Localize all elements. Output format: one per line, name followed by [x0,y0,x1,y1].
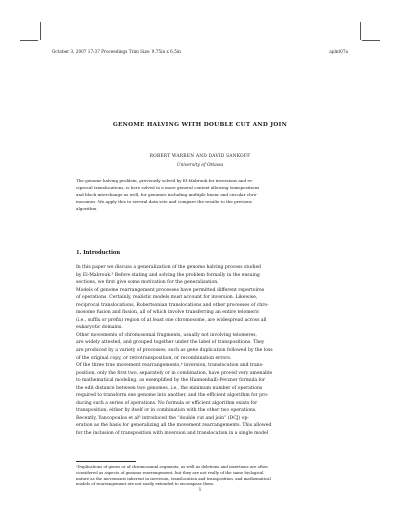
abstract-line: algorithm. [76,205,98,211]
body-line: position, only the first two, separately or in combination, have proved very amenable [76,370,273,376]
body-line: the edit distance between two genomes, i.e., the minimum number of operations [76,385,263,391]
crop-mark [362,40,380,41]
page-number: 1 [198,488,202,493]
body-line: sections, we first give some motivation for the generalization. [76,280,219,286]
crop-mark [360,22,361,40]
abstract [76,178,324,213]
footnote-line: models of rearrangement are not easily extended to encompass them. [76,481,215,487]
body-line: are produced by a variety of processes, such as gene duplication followed by the loss [76,348,273,354]
body-line: ducing such a series of operations. No formula or efficient algorithm exists for [76,400,258,406]
body-line: Recently, Yancopoulos et al⁶ introduced the “double cut and join” (DCJ) op- [76,415,249,421]
body-line: mosome fusion and fission, all of which involve transferring an entire telomeric [76,310,260,316]
section-heading: 1. Introduction [76,250,121,256]
header-left: October 3, 2007 17:37 Proceedings Trim Size: 9.75in x 6.5in [52,49,181,54]
body-line: of operations. Certainly, realistic models must account for inversion. Likewise, [76,295,258,301]
abstract-line: and block interchange as well, for genomes including multiple linear and circular chro- [76,191,258,197]
body-line: are widely attested, and grouped together under the label of transpositions. They [76,340,265,346]
running-header [52,48,348,56]
body-line: reciprocal translocations, Robertsonian translocations and other processes of chro- [76,302,269,308]
paper-authors: ROBERT WARREN AND DAVID SANKOFF [149,154,251,159]
body-line: to mathematical modeling, as exemplified by the Hannenhalli-Pevzner formula for [76,378,266,384]
header-right: aplnt07a [329,49,348,54]
footnote-line: ᵃDuplications of genes or of chromosomal segments, as well as deletions and insertions are often [76,464,268,469]
body-line: Of the three true movement rearrangements,ᵃ inversion, translocation and trans- [76,363,264,369]
body-line: transposition, either by itself or in combination with the other two operations. [76,408,257,414]
body-line: required to transform one genome into another, and the efficient algorithm for pro- [76,393,269,399]
abstract-line: ciprocal translocations, is here solved in a more general context allowing transpositions [76,184,260,190]
body-line: Other movements of chromosomal fragments, usually not involving telomeres, [76,332,257,338]
body-text [76,264,326,438]
abstract-line: mosomes. We apply this to several data sets and compare the results to the previous [76,198,252,204]
body-line: for the inclusion of transposition with inversion and translocation in a single model [76,431,269,437]
body-line: Models of genome rearrangement processes have permitted different repertoires [76,287,265,293]
footnote-line: nature as the movements inherent in inversion, translocation and transposition, and mathematical [76,475,271,481]
body-line: of the original copy, or retrotransposition, or recombination errors. [76,355,232,361]
body-line: eukaryotic domains. [76,325,123,331]
footnote-rule [76,461,136,462]
body-line: eration as the basis for generalizing all the movement rearrangements. This allowed [76,423,272,429]
crop-mark [20,40,38,41]
footnote-line: considered as aspects of genome rearrangement, but they are not really of the same biological [76,469,264,475]
body-line: (i.e., suffix or prefix) region of at least one chromosome, are widespread across all [76,317,267,323]
abstract-line: The genome halving problem, previously solved by El-Mabrouk for inversions and re- [76,178,254,183]
crop-mark [40,22,41,40]
paper-title: GENOME HALVING WITH DOUBLE CUT AND JOIN [112,122,288,128]
footnote [76,464,326,487]
paper-affiliation: University of Ottawa [176,163,224,168]
body-line: In this paper we discuss a generalization of the genome halving process studied [76,265,262,270]
body-line: by El-Mabrouk.³ Before stating and solving the problem formally in the ensuing [76,272,260,278]
